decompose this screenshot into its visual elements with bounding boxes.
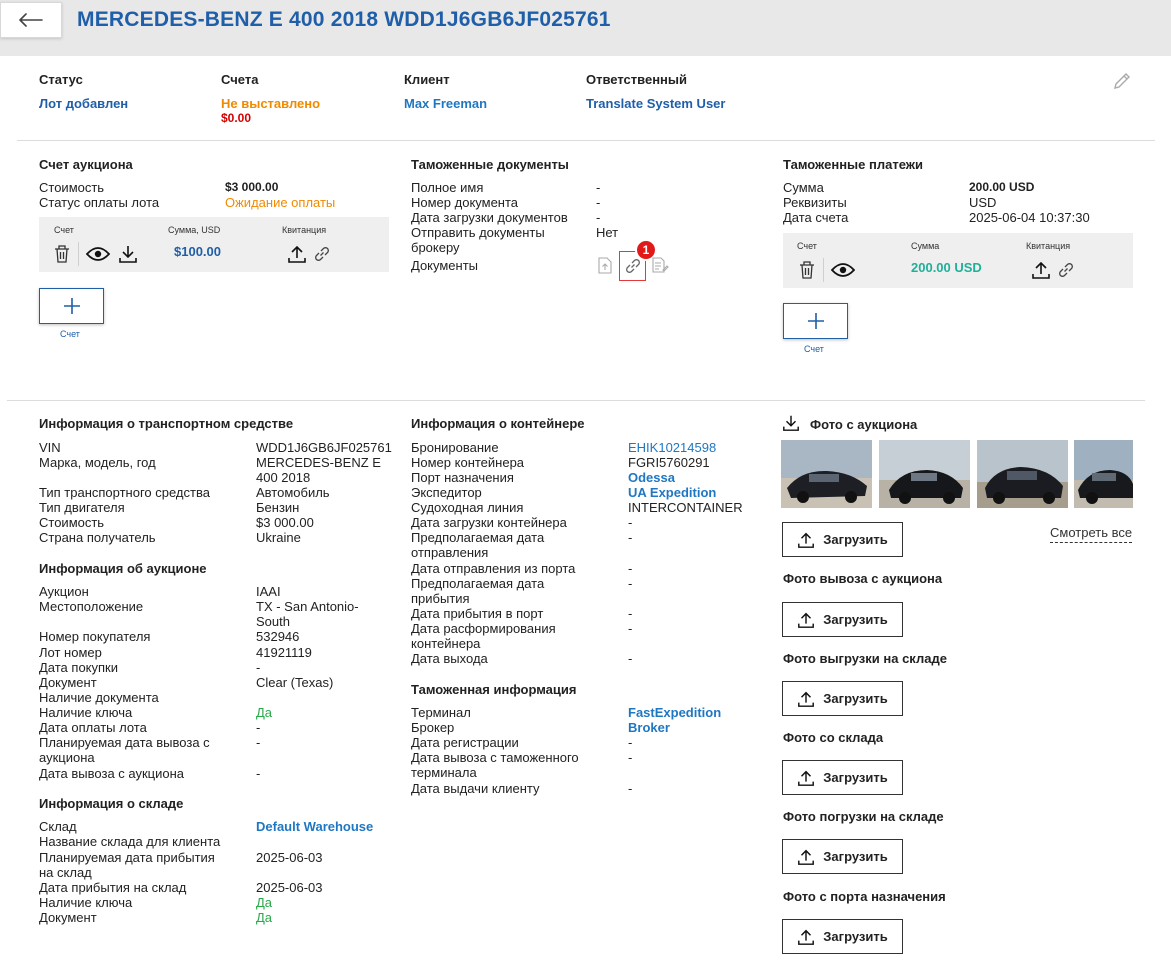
auction-invoice-amount: $100.00	[174, 244, 221, 259]
customs-info-value: -	[628, 781, 633, 796]
vehicle-info-title: Информация о транспортном средстве	[39, 416, 294, 431]
vehicle-row-label: Тип двигателя	[39, 500, 125, 515]
customs-info-title: Таможенная информация	[411, 682, 577, 697]
customs-doc-value: Нет	[596, 225, 619, 240]
col-amount-label: Сумма	[911, 241, 940, 251]
file-upload-icon[interactable]	[597, 256, 613, 274]
upload-icon	[797, 848, 815, 866]
container-row-label: Предполагаемая дата	[411, 530, 545, 545]
container-row-value: -	[628, 651, 633, 666]
container-row-value: INTERCONTAINER	[628, 500, 743, 515]
container-row-label: Порт назначения	[411, 470, 514, 485]
auction-invoice-row	[39, 217, 389, 272]
customs-doc-value: -	[596, 180, 601, 195]
container-row-label: Экспедитор	[411, 485, 482, 500]
auction-row-label: Наличие ключа	[39, 705, 133, 720]
auction-cost-label: Стоимость	[39, 180, 105, 195]
vehicle-row-label: VIN	[39, 440, 61, 455]
notification-badge: 1	[635, 239, 657, 261]
customs-info-label: Дата регистрации	[411, 735, 519, 750]
add-invoice-button[interactable]	[39, 288, 104, 324]
auction-row-value: Да	[256, 705, 273, 720]
responsible-label: Ответственный	[586, 72, 687, 87]
upload-button[interactable]	[782, 839, 903, 874]
warehouse-row-value: 2025-06-03	[256, 850, 323, 865]
photo-section-title: Фото вывоза с аукциона	[783, 571, 943, 586]
auction-row-label: Дата оплаты лота	[39, 720, 147, 735]
auction-row-label: Дата вывоза с аукциона	[39, 766, 185, 781]
customs-docs-title: Таможенные документы	[411, 157, 569, 172]
vehicle-row-value: Автомобиль	[256, 485, 330, 500]
warehouse-row-label: Название склада для клиента	[39, 834, 221, 849]
auction-row-label: Наличие документа	[39, 690, 159, 705]
client-link[interactable]: Max Freeman	[404, 96, 488, 111]
payment-sum-value: 200.00 USD	[969, 180, 1035, 194]
payment-req-value: USD	[969, 195, 997, 210]
auction-row-label: Лот номер	[39, 645, 102, 660]
vehicle-row-value: Бензин	[256, 500, 300, 515]
photo-section-title: Фото со склада	[783, 730, 884, 745]
container-row-label: Бронирование	[411, 440, 499, 455]
auction-row-label: Дата покупки	[39, 660, 118, 675]
arrow-left-icon	[19, 13, 43, 27]
customs-payments-title: Таможенные платежи	[783, 157, 923, 172]
col-receipt-label: Квитанция	[1026, 241, 1071, 251]
vehicle-row-label: Тип транспортного средства	[39, 485, 210, 500]
container-row-value: -	[628, 606, 633, 621]
upload-button[interactable]	[782, 760, 903, 795]
auction-row-label: Аукцион	[39, 584, 89, 599]
trash-icon[interactable]	[52, 243, 72, 265]
col-amount-label: Сумма, USD	[168, 225, 221, 235]
add-invoice-label: Счет	[60, 329, 80, 339]
download-icon[interactable]	[781, 413, 801, 433]
upload-label: Загрузить	[823, 849, 888, 864]
page-title: MERCEDES-BENZ E 400 2018 WDD1J6GB6JF025761	[77, 8, 611, 31]
vehicle-row-value: $3 000.00	[256, 515, 314, 530]
container-row-value: -	[628, 515, 633, 530]
warehouse-link[interactable]: Default Warehouse	[256, 819, 374, 834]
col-receipt-label: Квитанция	[282, 225, 327, 235]
auction-row-label: Номер покупателя	[39, 629, 151, 644]
container-row-label: Дата выхода	[411, 651, 488, 666]
auction-photo-1[interactable]	[781, 440, 872, 508]
warehouse-row-label: Склад	[39, 819, 77, 834]
auction-row-label: Документ	[39, 675, 97, 690]
top-bar	[0, 0, 1171, 56]
upload-label: Загрузить	[823, 612, 888, 627]
customs-info-value: -	[628, 750, 633, 765]
auction-row-label: Планируемая дата вывоза с	[39, 735, 210, 750]
trash-icon[interactable]	[797, 259, 817, 281]
invoices-value: Не выставлено	[221, 96, 321, 111]
upload-button[interactable]	[782, 602, 903, 637]
warehouse-row-value: Да	[256, 895, 273, 910]
col-invoice-label: Счет	[54, 225, 74, 235]
auction-row-value: South	[256, 614, 290, 629]
link-icon[interactable]	[312, 244, 332, 264]
add-customs-invoice-button[interactable]	[783, 303, 848, 339]
vehicle-row-value: MERCEDES-BENZ E	[256, 455, 381, 470]
customs-info-label: Брокер	[411, 720, 455, 735]
edit-pencil-icon[interactable]	[1111, 70, 1133, 92]
payment-date-label: Дата счета	[783, 210, 849, 225]
link-icon[interactable]	[1056, 260, 1076, 280]
auction-photo-2[interactable]	[879, 440, 970, 508]
upload-icon	[797, 531, 815, 549]
invoices-label: Счета	[221, 72, 259, 87]
vehicle-row-label: Стоимость	[39, 515, 105, 530]
add-customs-invoice-label: Счет	[804, 344, 824, 354]
customs-info-label: Дата выдачи клиенту	[411, 781, 540, 796]
warehouse-row-value: 2025-06-03	[256, 880, 323, 895]
photo-section-title: Фото выгрузки на складе	[783, 651, 947, 666]
payment-sum-label: Сумма	[783, 180, 824, 195]
auction-row-value: -	[256, 766, 261, 781]
upload-label: Загрузить	[823, 770, 888, 785]
upload-button[interactable]	[782, 681, 903, 716]
separator	[78, 242, 79, 266]
container-row-label: Предполагаемая дата	[411, 576, 545, 591]
customs-doc-label: Отправить документы брокеру	[411, 225, 545, 255]
auction-row-value: TX - San Antonio-	[256, 599, 359, 614]
payment-req-label: Реквизиты	[783, 195, 847, 210]
container-row-label: прибытия	[411, 591, 470, 606]
responsible-value: Translate System User	[586, 96, 726, 111]
upload-icon	[797, 928, 815, 946]
upload-icon[interactable]	[286, 243, 308, 265]
container-row-label: Дата загрузки контейнера	[411, 515, 567, 530]
plus-icon	[63, 297, 81, 315]
forwarder-link[interactable]: UA Expedition	[628, 485, 717, 500]
broker-link[interactable]: Broker	[628, 720, 670, 735]
container-row-label: Номер контейнера	[411, 455, 525, 470]
container-row-value: -	[628, 576, 633, 591]
customs-doc-value: -	[596, 195, 601, 210]
auction-row-label: аукциона	[39, 750, 95, 765]
warehouse-row-label: Дата прибытия на склад	[39, 880, 187, 895]
auction-row-value: IAAI	[256, 584, 281, 599]
customs-doc-label: Номер документа	[411, 195, 519, 210]
container-row-label: Дата отправления из порта	[411, 561, 576, 576]
container-row-label: Дата прибытия в порт	[411, 606, 544, 621]
warehouse-info-title: Информация о складе	[39, 796, 184, 811]
vehicle-row-value: WDD1J6GB6JF025761	[256, 440, 392, 455]
upload-label: Загрузить	[823, 691, 888, 706]
warehouse-row-label: Наличие ключа	[39, 895, 133, 910]
pay-status-value: Ожидание оплаты	[225, 195, 336, 210]
upload-icon	[797, 611, 815, 629]
col-invoice-label: Счет	[797, 241, 817, 251]
divider	[7, 400, 1145, 401]
auction-invoice-title: Счет аукциона	[39, 157, 133, 172]
vehicle-row-value: 400 2018	[256, 470, 311, 485]
warehouse-row-label: Планируемая дата прибытия	[39, 850, 215, 865]
upload-label: Загрузить	[823, 929, 888, 944]
divider	[17, 140, 1155, 141]
upload-icon	[797, 690, 815, 708]
auction-cost-value: $3 000.00	[225, 180, 279, 194]
customs-info-label: Дата вывоза с таможенного	[411, 750, 579, 765]
auction-photos-title: Фото с аукциона	[810, 417, 918, 432]
container-row-value: -	[628, 561, 633, 576]
eye-icon[interactable]	[85, 244, 111, 264]
customs-info-label: терминала	[411, 765, 477, 780]
status-value: Лот добавлен	[39, 96, 129, 111]
container-row-label: Дата расформирования	[411, 621, 556, 636]
vehicle-row-label: Страна получатель	[39, 530, 156, 545]
warehouse-row-label: Документ	[39, 910, 97, 925]
warehouse-row-value: Да	[256, 910, 273, 925]
pay-status-label: Статус оплаты лота	[39, 195, 160, 210]
payment-date-value: 2025-06-04 10:37:30	[969, 210, 1090, 225]
auction-row-value: Clear (Texas)	[256, 675, 334, 690]
client-label: Клиент	[404, 72, 450, 87]
customs-doc-label: Полное имя	[411, 180, 484, 195]
terminal-link[interactable]: FastExpedition	[628, 705, 722, 720]
invoices-amount: $0.00	[221, 111, 252, 125]
auction-row-value: -	[256, 660, 261, 675]
upload-icon[interactable]	[1030, 259, 1052, 281]
auction-photo-3[interactable]	[977, 440, 1068, 508]
auction-row-value: -	[256, 720, 261, 735]
document-edit-icon[interactable]	[651, 256, 669, 274]
container-row-value: -	[628, 621, 633, 636]
customs-payment-row	[783, 233, 1133, 288]
back-button[interactable]	[0, 2, 62, 38]
booking-link[interactable]: EHIK10214598	[628, 440, 717, 455]
upload-button[interactable]	[782, 919, 903, 954]
container-row-value: FGRI5760291	[628, 455, 710, 470]
photo-section-title: Фото с порта назначения	[783, 889, 946, 904]
view-all-link[interactable]: Смотреть все	[1050, 525, 1132, 543]
customs-doc-label: Документы	[411, 258, 479, 273]
upload-button[interactable]	[782, 522, 903, 557]
vehicle-row-value: Ukraine	[256, 530, 301, 545]
upload-icon	[797, 769, 815, 787]
container-row-label: отправления	[411, 545, 489, 560]
container-row-label: Судоходная линия	[411, 500, 524, 515]
auction-row-value: -	[256, 735, 261, 750]
customs-info-label: Терминал	[411, 705, 471, 720]
auction-photo-4[interactable]	[1074, 440, 1133, 508]
customs-payment-amount: 200.00 USD	[911, 260, 982, 275]
container-info-title: Информация о контейнере	[411, 416, 585, 431]
warehouse-row-label: на склад	[39, 865, 92, 880]
auction-info-title: Информация об аукционе	[39, 561, 207, 576]
separator	[823, 258, 824, 282]
lot-details-card	[7, 56, 1164, 960]
container-row-label: контейнера	[411, 636, 481, 651]
port-link[interactable]: Odessa	[628, 470, 675, 485]
vehicle-row-label: Марка, модель, год	[39, 455, 156, 470]
auction-row-value: 532946	[256, 629, 300, 644]
container-row-value: -	[628, 530, 633, 545]
auction-row-label: Местоположение	[39, 599, 144, 614]
upload-label: Загрузить	[823, 532, 888, 547]
auction-row-value: 41921119	[256, 645, 312, 660]
photo-section-title: Фото погрузки на складе	[783, 809, 944, 824]
plus-icon	[807, 312, 825, 330]
status-label: Статус	[39, 72, 83, 87]
download-icon[interactable]	[117, 243, 139, 265]
customs-doc-value: -	[596, 210, 601, 225]
customs-doc-label: Дата загрузки документов	[411, 210, 568, 225]
customs-info-value: -	[628, 735, 633, 750]
eye-icon[interactable]	[830, 260, 856, 280]
